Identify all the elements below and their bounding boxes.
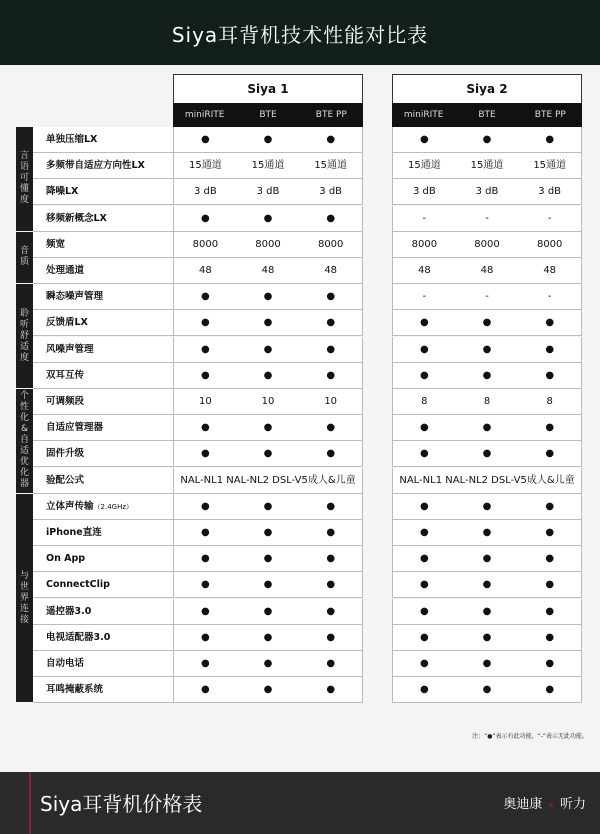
value-group (173, 127, 363, 153)
cell-value: ● (326, 134, 336, 145)
cell-value: ● (263, 134, 273, 145)
header-bar (0, 0, 600, 65)
row-label: 多频带自适应方向性LX (33, 153, 173, 179)
value-group (392, 153, 582, 179)
row-label: 移频新概念LX (33, 206, 173, 232)
cell-value: ● (545, 317, 555, 329)
value-group (173, 363, 363, 389)
row-label: 自动电话 (33, 651, 173, 677)
value-group (173, 651, 363, 677)
cell-value: - (485, 291, 489, 303)
value-group (392, 337, 582, 363)
cell-value: ● (263, 343, 273, 355)
cell-value: ● (545, 527, 555, 538)
cell-value: ● (200, 343, 210, 355)
table-row (33, 337, 585, 363)
cell-value: ● (200, 448, 210, 460)
cell-value: ● (200, 212, 210, 224)
table-row (33, 468, 585, 494)
cell-value: ● (482, 500, 492, 512)
cell-value: 8000 (411, 238, 438, 250)
cell-value: 15通道 (533, 160, 567, 172)
cell-value: ● (263, 448, 273, 460)
cell-value: ● (545, 500, 555, 512)
cell-value: ● (545, 631, 555, 643)
model-header-siya1 (173, 103, 363, 127)
value-group (392, 232, 582, 258)
cell-value: ● (200, 605, 210, 617)
cell-value: ● (326, 369, 336, 381)
table-row (33, 258, 585, 284)
value-group (173, 389, 363, 415)
cell-value: ● (200, 684, 210, 696)
row-label: 双耳互传 (33, 363, 173, 389)
table-row (33, 389, 585, 415)
cell-value: ● (419, 658, 429, 669)
cell-value: 15通道 (407, 160, 441, 172)
cell-value: ● (263, 605, 273, 617)
table-row (33, 441, 585, 467)
value-group (392, 599, 582, 625)
table-row (33, 572, 585, 598)
value-group (392, 520, 582, 546)
cell-value: ● (419, 369, 429, 381)
cell-value: ● (263, 553, 273, 565)
value-group (173, 625, 363, 651)
section-label: 聆听舒适度 (16, 284, 33, 388)
cell-value: 3 dB (412, 186, 436, 198)
cell-value: ● (482, 605, 492, 617)
row-label: 瞬态噪声管理 (33, 284, 173, 310)
cell-value: ● (326, 343, 336, 355)
value-group (392, 494, 582, 520)
table-row (33, 153, 585, 179)
cell-value: ● (263, 579, 273, 591)
row-label: ConnectClip (33, 572, 173, 598)
cell-value: 3 dB (538, 186, 562, 198)
value-group (173, 599, 363, 625)
cell-value: ● (419, 579, 429, 591)
cell-value: ● (263, 500, 273, 512)
cell-value: ● (200, 500, 210, 512)
cell-value: ● (263, 631, 273, 643)
cell-value: ● (419, 605, 429, 617)
accent-line (29, 772, 31, 834)
row-label: 验配公式 (33, 468, 173, 494)
cell-value: ● (200, 369, 210, 381)
value-group (173, 153, 363, 179)
row-label: 遥控器3.0 (33, 599, 173, 625)
table-row (33, 651, 585, 677)
value-group (392, 363, 582, 389)
value-group (392, 572, 582, 598)
cell-value: ● (263, 658, 273, 669)
row-label: iPhone直连 (33, 520, 173, 546)
brand-suffix: 听力 (559, 797, 586, 812)
value-group (173, 206, 363, 232)
cell-value: ● (419, 684, 429, 696)
cell-value: ● (263, 212, 273, 224)
cell-value: 10 (324, 396, 338, 407)
cell-value: ● (482, 343, 492, 355)
cell-value: ● (482, 422, 492, 434)
section-label: 个性化&自适优化器 (16, 389, 33, 493)
cell-value: ● (482, 658, 492, 669)
price-table-title: Siya耳背机价格表 (40, 792, 203, 816)
model-label: BTE PP (315, 110, 347, 120)
cell-value: 3 dB (475, 186, 499, 198)
cell-value: ● (200, 553, 210, 565)
cell-value: ● (263, 684, 273, 696)
model-label: miniRITE (403, 110, 444, 120)
cell-value: ● (419, 448, 429, 460)
cell-value: ● (482, 448, 492, 460)
cell-value: NAL-NL1 NAL-NL2 DSL-V5成人&儿童 (399, 474, 575, 486)
value-group (173, 415, 363, 441)
cell-value: 3 dB (193, 186, 217, 198)
cell-value: ● (419, 631, 429, 643)
model-header-siya2 (392, 103, 582, 127)
cell-value: ● (545, 448, 555, 460)
cell-value: ● (326, 422, 336, 434)
cell-value: 10 (261, 396, 275, 407)
cell-value: ● (482, 317, 492, 329)
model-label: BTE (478, 110, 496, 120)
value-group (392, 677, 582, 703)
cell-value: ● (326, 579, 336, 591)
cell-value: ● (263, 369, 273, 381)
cell-value: ● (326, 527, 336, 538)
cell-value: ● (263, 291, 273, 303)
brand-name: 奥迪康 (503, 797, 543, 812)
value-group (392, 258, 582, 284)
table-row (33, 127, 585, 153)
table-row (33, 206, 585, 232)
row-label: 电视适配器3.0 (33, 625, 173, 651)
cell-value: ● (263, 422, 273, 434)
cell-value: - (422, 212, 427, 224)
cell-value: - (485, 212, 489, 224)
cell-value: NAL-NL1 NAL-NL2 DSL-V5成人&儿童 (180, 474, 356, 486)
cell-value: 8000 (317, 238, 344, 250)
row-label: 固件升级 (33, 441, 173, 467)
value-group (392, 179, 582, 205)
cell-value: ● (419, 553, 429, 565)
model-label: BTE PP (534, 110, 566, 120)
value-group (173, 572, 363, 598)
group-header-siya2: Siya 2 (392, 74, 582, 104)
table-row (33, 310, 585, 336)
value-group (173, 677, 363, 703)
row-label: 单独压缩LX (33, 127, 173, 153)
cell-value: ● (545, 605, 555, 617)
cell-value: ● (545, 422, 555, 434)
cell-value: 15通道 (470, 160, 504, 172)
cell-value: ● (482, 579, 492, 591)
row-label: 反馈盾LX (33, 310, 173, 336)
cell-value: 15通道 (251, 160, 285, 172)
value-group (392, 651, 582, 677)
row-label: 风噪声管理 (33, 337, 173, 363)
row-label: 可调频段 (33, 389, 173, 415)
cell-value: ● (326, 631, 336, 643)
table-row (33, 599, 585, 625)
cell-value: ● (545, 684, 555, 696)
cell-value: 10 (198, 396, 212, 407)
cell-value: ● (419, 343, 429, 355)
cell-value: 8000 (536, 238, 563, 250)
cell-value: ● (545, 369, 555, 381)
cell-value: 48 (543, 265, 557, 276)
cell-value: ● (419, 500, 429, 512)
cell-value: - (547, 291, 552, 303)
table-row (33, 363, 585, 389)
table-row (33, 677, 585, 703)
row-label-note: （2.4GHz） (93, 502, 134, 511)
value-group (392, 546, 582, 572)
cell-value: ● (326, 212, 336, 224)
cell-value: 48 (261, 265, 275, 276)
cell-value: ● (419, 422, 429, 434)
row-label: 立体声传输（2.4GHz） (33, 494, 173, 520)
cell-value: 3 dB (319, 186, 343, 198)
cell-value: ● (545, 343, 555, 355)
value-group (392, 284, 582, 310)
value-group (173, 494, 363, 520)
row-label: 频宽 (33, 232, 173, 258)
value-group (392, 441, 582, 467)
row-label: 自适应管理器 (33, 415, 173, 441)
value-group (173, 441, 363, 467)
row-label: On App (33, 546, 173, 572)
cell-value: ● (545, 134, 555, 145)
value-group (173, 337, 363, 363)
cell-value: 48 (324, 265, 338, 276)
row-label: 降噪LX (33, 179, 173, 205)
table-row (33, 284, 585, 310)
cell-value: ● (200, 579, 210, 591)
cell-value: 3 dB (256, 186, 280, 198)
table-row (33, 232, 585, 258)
value-group (392, 127, 582, 153)
cell-value: 8000 (255, 238, 281, 250)
table-row (33, 625, 585, 651)
value-group (392, 206, 582, 232)
cell-value: ● (482, 684, 492, 696)
cell-value: ● (326, 553, 336, 565)
section-label: 言语可懂度 (16, 127, 33, 231)
value-group (392, 389, 582, 415)
cell-value: ● (419, 317, 429, 329)
table-row (33, 494, 585, 520)
cell-value: 15通道 (188, 160, 222, 172)
footer-bar (0, 772, 600, 834)
cell-value: ● (482, 369, 492, 381)
row-label: 处理通道 (33, 258, 173, 284)
cell-value: ● (200, 658, 210, 669)
cell-value: ● (200, 317, 210, 329)
model-label: miniRITE (184, 110, 225, 120)
value-group (392, 468, 582, 494)
cell-value: 48 (480, 265, 494, 276)
cell-value: ● (200, 134, 210, 145)
cell-value: ● (545, 579, 555, 591)
cell-value: ● (200, 291, 210, 303)
cell-value: 8000 (474, 238, 500, 250)
value-group (173, 310, 363, 336)
section-label: 与世界连接 (16, 494, 33, 703)
cell-value: ● (545, 553, 555, 565)
value-group (392, 415, 582, 441)
table-row (33, 415, 585, 441)
cell-value: ● (326, 291, 336, 303)
cell-value: ● (419, 134, 429, 145)
value-group (173, 520, 363, 546)
table-row (33, 520, 585, 546)
cell-value: ● (482, 553, 492, 565)
cell-value: 8000 (192, 238, 219, 250)
cell-value: ● (482, 631, 492, 643)
row-label: 耳鸣掩蔽系统 (33, 677, 173, 703)
table-row (33, 179, 585, 205)
cell-value: ● (200, 422, 210, 434)
model-label: BTE (259, 110, 277, 120)
cell-value: 8 (546, 396, 553, 407)
group-header-siya1: Siya 1 (173, 74, 363, 104)
value-group (173, 179, 363, 205)
cell-value: ● (482, 134, 492, 145)
section-label: 音质 (16, 232, 33, 283)
value-group (173, 468, 363, 494)
table-row (33, 546, 585, 572)
cell-value: ● (263, 317, 273, 329)
cell-value: ● (326, 317, 336, 329)
cell-value: ● (326, 684, 336, 696)
cell-value: ● (326, 448, 336, 460)
legend-note: 注：“●”表示有此功能，“-”表示无此功能。 (472, 733, 588, 740)
brand-separator: × (547, 801, 555, 811)
cell-value: ● (200, 631, 210, 643)
cell-value: ● (326, 658, 336, 669)
cell-value: ● (200, 527, 210, 538)
cell-value: 48 (417, 265, 431, 276)
value-group (173, 232, 363, 258)
cell-value: - (422, 291, 427, 303)
value-group (173, 546, 363, 572)
cell-value: ● (263, 527, 273, 538)
cell-value: - (547, 212, 552, 224)
page-title: Siya耳背机技术性能对比表 (171, 23, 429, 47)
cell-value: ● (326, 605, 336, 617)
cell-value: 48 (198, 265, 212, 276)
cell-value: 15通道 (314, 160, 348, 172)
value-group (392, 310, 582, 336)
cell-value: ● (545, 658, 555, 669)
cell-value: 8 (483, 396, 491, 407)
cell-value: ● (419, 527, 429, 538)
brand-logo (503, 793, 586, 812)
cell-value: ● (482, 527, 492, 538)
value-group (173, 284, 363, 310)
cell-value: 8 (421, 396, 428, 407)
cell-value: ● (326, 500, 336, 512)
value-group (392, 625, 582, 651)
value-group (173, 258, 363, 284)
